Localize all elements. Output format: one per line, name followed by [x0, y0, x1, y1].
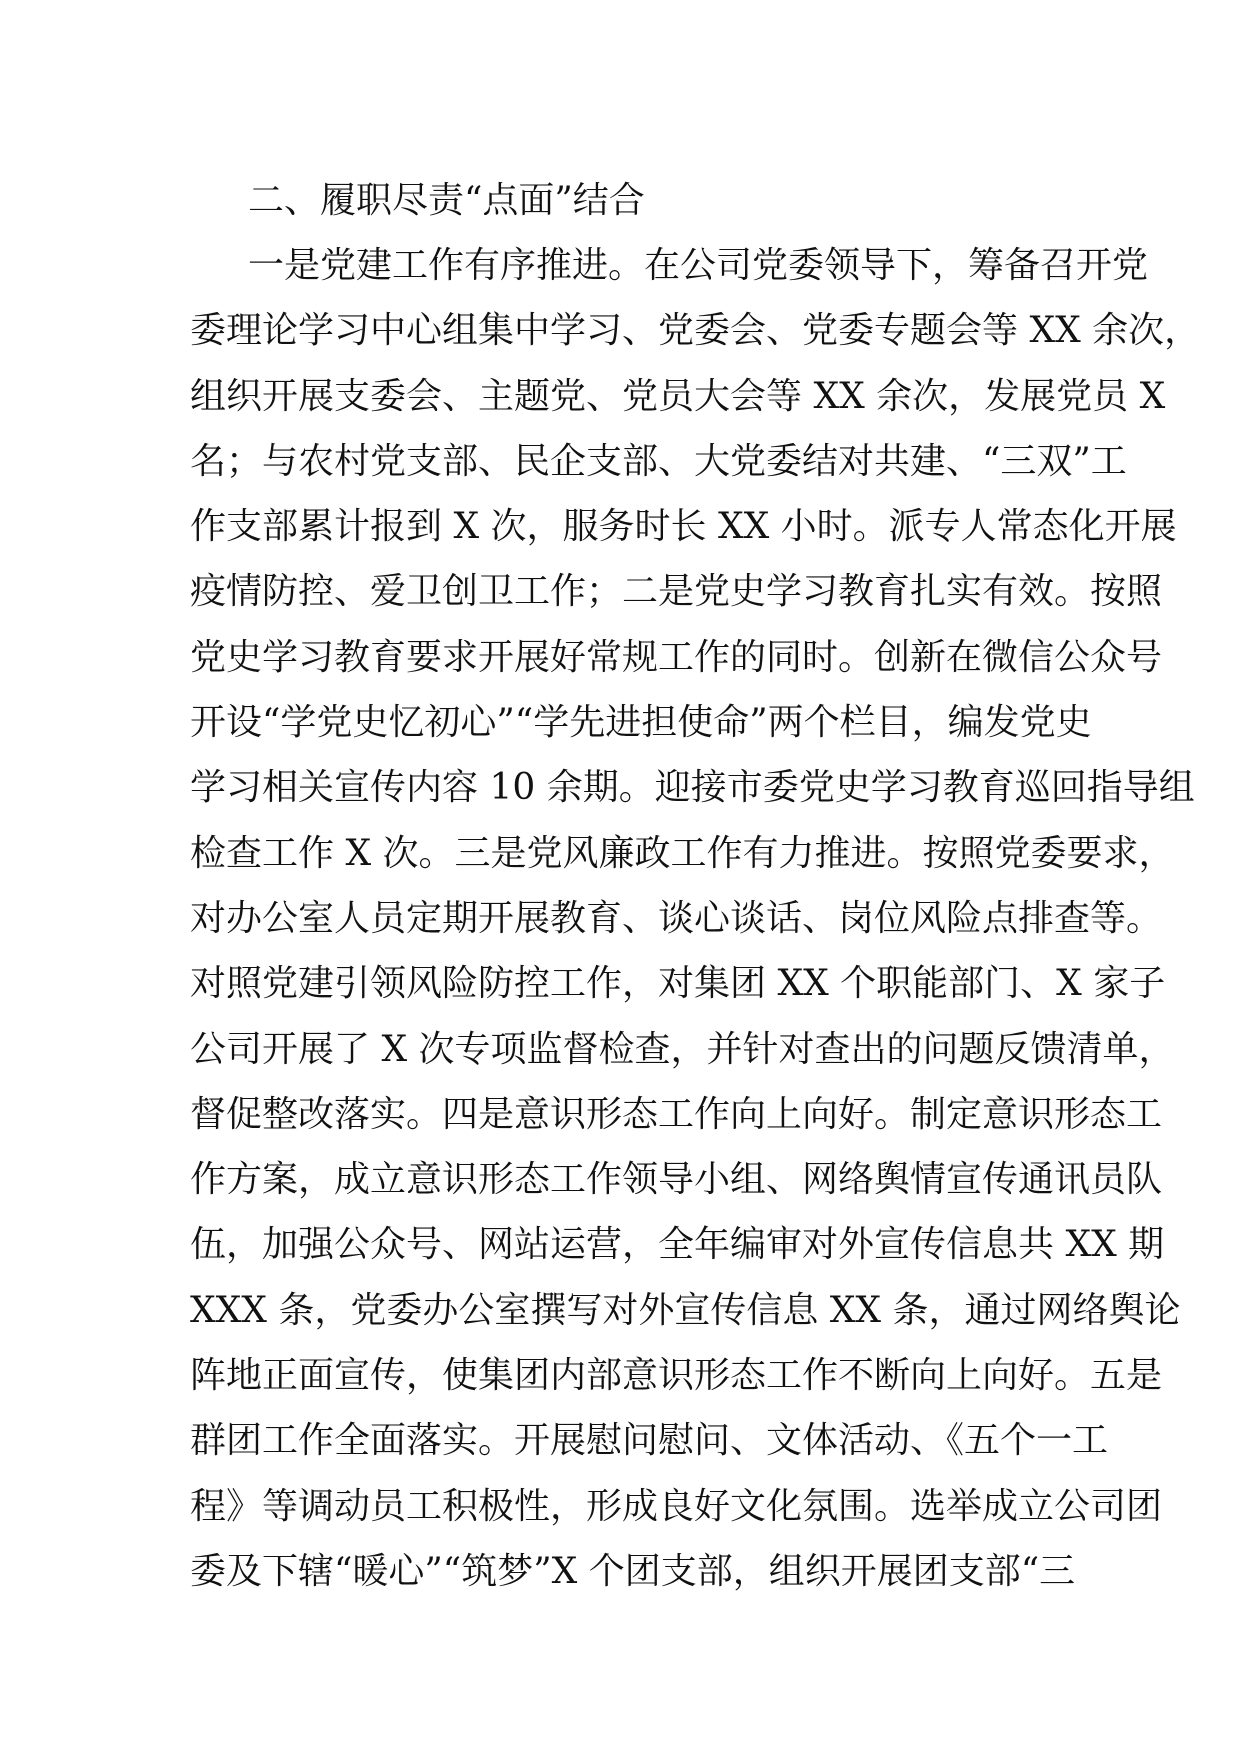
paragraph-line: 学习相关宣传内容 10 余期。迎接市委党史学习教育巡回指导组	[190, 767, 1195, 809]
paragraph-line: 一是党建工作有序推进。在公司党委领导下，筹备召开党	[248, 245, 1149, 286]
paragraph-line: 伍，加强公众号、网站运营，全年编审对外宣传信息共 XX 期	[190, 1224, 1165, 1266]
paragraph-line: 对办公室人员定期开展教育、谈心谈话、岗位风险点排查等。	[190, 897, 1163, 939]
paragraph-line: 公司开展了 X 次专项监督检查，并针对查出的问题反馈清单，	[190, 1028, 1175, 1070]
paragraph-line: 检查工作 X 次。三是党风廉政工作有力推进。按照党委要求，	[190, 832, 1175, 874]
document-body	[190, 168, 1201, 1604]
paragraph-line: 督促整改落实。四是意识形态工作向上向好。制定意识形态工	[190, 1093, 1163, 1135]
section-heading: 二、履职尽责“点面”结合	[248, 180, 645, 221]
paragraph	[190, 233, 1201, 1604]
paragraph-line: 对照党建引领风险防控工作，对集团 XX 个职能部门、X 家子	[190, 963, 1166, 1005]
paragraph-line: 群团工作全面落实。开展慰问慰问、文体活动、《五个一工	[190, 1420, 1109, 1462]
paragraph-line: 组织开展支委会、主题党、党员大会等 XX 余次，发展党员 X	[190, 375, 1166, 417]
paragraph-line: 程》等调动员工积极性，形成良好文化氛围。选举成立公司团	[190, 1485, 1163, 1527]
paragraph-line: 阵地正面宣传，使集团内部意识形态工作不断向上向好。五是	[190, 1355, 1163, 1397]
paragraph-line: 委及下辖“暖心”“筑梦”X 个团支部，组织开展团支部“三	[190, 1550, 1076, 1592]
paragraph-line: 党史学习教育要求开展好常规工作的同时。创新在微信公众号	[190, 636, 1163, 678]
paragraph-line: 委理论学习中心组集中学习、党委会、党委专题会等 XX 余次，	[190, 310, 1201, 352]
paragraph-line: 疫情防控、爱卫创卫工作；二是党史学习教育扎实有效。按照	[190, 571, 1163, 613]
paragraph-line: 作支部累计报到 X 次，服务时长 XX 小时。派专人常态化开展	[190, 506, 1177, 548]
paragraph-line: 作方案，成立意识形态工作领导小组、网络舆情宣传通讯员队	[190, 1159, 1163, 1201]
paragraph-line: XXX 条，党委办公室撰写对外宣传信息 XX 条，通过网络舆论	[190, 1289, 1181, 1331]
paragraph-line: 开设“学党史忆初心”“学先进担使命”两个栏目，编发党史	[190, 702, 1092, 744]
paragraph-line: 名；与农村党支部、民企支部、大党委结对共建、“三双”工	[190, 440, 1127, 482]
